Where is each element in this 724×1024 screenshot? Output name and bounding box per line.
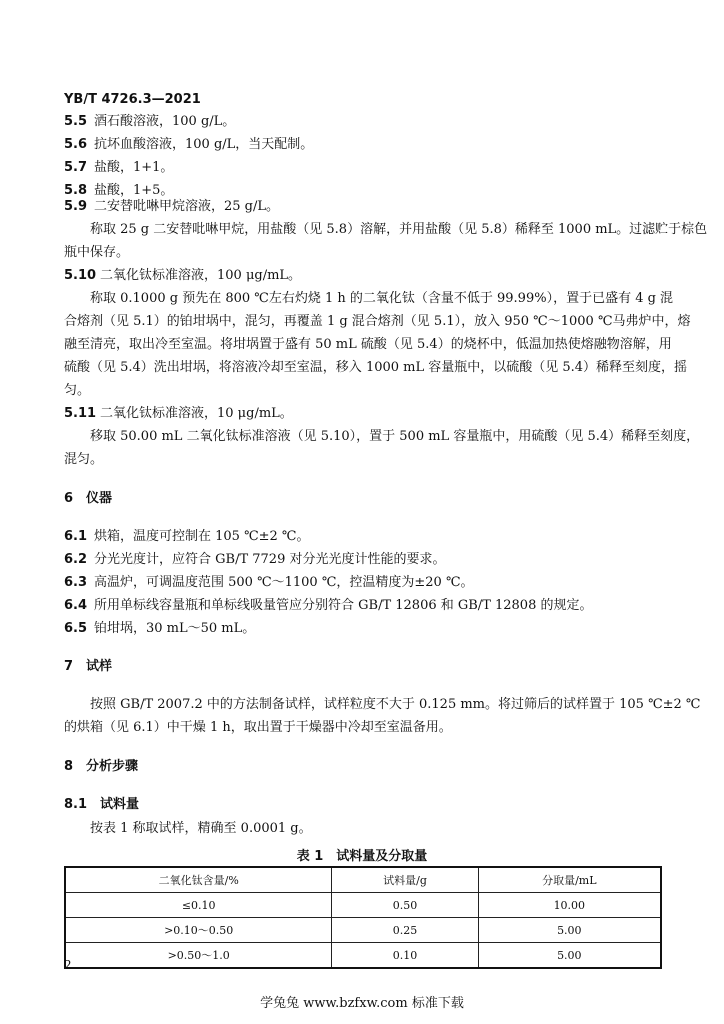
clause-number: 6.3 <box>64 575 88 590</box>
clause-5-10-line3: 融至清亮，取出冷至室温。将坩埚置于盛有 50 mL 硫酸（见 5.4）的烧杯中，低温加热使熔融物溶解，用 <box>64 337 672 352</box>
clause-number: 6.2 <box>64 552 88 567</box>
clause-text: 高温炉，可调温度范围 500 ℃～1100 ℃，控温精度为±20 ℃。 <box>94 575 474 590</box>
table-cell: 5.00 <box>478 918 661 943</box>
clause-6-4 <box>64 597 592 614</box>
clause-text: 铂坩埚，30 mL～50 mL。 <box>94 621 256 636</box>
clause-5-7 <box>64 159 173 176</box>
table-cell: >0.10～0.50 <box>65 918 332 943</box>
sample-table <box>64 866 662 969</box>
table-header-cell: 分取量/mL <box>478 867 661 893</box>
clause-text: 二安替吡啉甲烷溶液，25 g/L。 <box>94 199 280 214</box>
clause-text: 盐酸，1+1。 <box>94 160 174 175</box>
watermark-footer: 学兔兔 www.bzfxw.com 标准下载 <box>260 996 464 1011</box>
clause-number: 5.8 <box>64 183 88 198</box>
clause-5-10-line1: 称取 0.1000 g 预先在 800 ℃左右灼烧 1 h 的二氧化钛（含量不低于 99.99%），置于已盛有 4 g 混 <box>90 291 674 306</box>
clause-number: 6.5 <box>64 621 88 636</box>
table-cell: ≤0.10 <box>65 893 332 918</box>
clause-5-9-body-line2: 瓶中保存。 <box>64 245 130 260</box>
table-row <box>65 918 661 943</box>
table-cell: 5.00 <box>478 943 661 969</box>
clause-text: 烘箱，温度可控制在 105 ℃±2 ℃。 <box>94 529 310 544</box>
clause-text: 盐酸，1+5。 <box>94 183 174 198</box>
clause-5-5 <box>64 113 235 130</box>
table-title: 表 1 试料量及分取量 <box>296 849 428 864</box>
table-cell: >0.50～1.0 <box>65 943 332 969</box>
section-7-heading: 7 试样 <box>64 659 113 674</box>
clause-5-10-line5: 匀。 <box>64 383 91 398</box>
clause-8-1-heading: 8.1 试料量 <box>64 797 140 812</box>
section-7-line1: 按照 GB/T 2007.2 中的方法制备试样，试样粒度不大于 0.125 mm。将过筛后的试样置于 105 ℃±2 ℃ <box>90 697 701 712</box>
table-cell: 0.10 <box>332 943 478 969</box>
clause-5-10 <box>64 267 301 284</box>
table-cell: 0.50 <box>332 893 478 918</box>
table-row <box>65 943 661 969</box>
clause-number: 5.11 <box>64 406 97 421</box>
section-8-heading: 8 分析步骤 <box>64 759 139 774</box>
clause-number: 5.9 <box>64 199 88 214</box>
clause-5-11-line1: 移取 50.00 mL 二氧化钛标准溶液（见 5.10），置于 500 mL 容量瓶中，用硫酸（见 5.4）稀释至刻度， <box>90 429 700 444</box>
table-cell: 10.00 <box>478 893 661 918</box>
clause-6-5 <box>64 620 255 637</box>
clause-number: 5.6 <box>64 137 88 152</box>
clause-5-11 <box>64 405 293 422</box>
table-row <box>65 893 661 918</box>
clause-text: 抗坏血酸溶液，100 g/L，当天配制。 <box>94 137 314 152</box>
clause-number: 5.5 <box>64 114 88 129</box>
page-number: 2 <box>64 958 72 972</box>
section-7-line2: 的烘箱（见 6.1）中干燥 1 h，取出置于干燥器中冷却至室温备用。 <box>64 720 452 735</box>
clause-5-8 <box>64 182 173 199</box>
clause-text: 酒石酸溶液，100 g/L。 <box>94 114 236 129</box>
clause-6-2 <box>64 551 445 568</box>
clause-title: 二氧化钛标准溶液，100 μg/mL。 <box>100 268 302 283</box>
clause-number: 6.1 <box>64 529 88 544</box>
clause-6-1 <box>64 528 309 545</box>
table-header-cell: 二氧化钛含量/% <box>65 867 332 893</box>
clause-number: 5.10 <box>64 268 97 283</box>
document-code: YB/T 4726.3—2021 <box>64 92 201 107</box>
clause-5-9-body-line1: 称取 25 g 二安替吡啉甲烷，用盐酸（见 5.8）溶解，并用盐酸（见 5.8）稀释至 1000 mL。过滤贮于棕色 <box>90 222 708 237</box>
clause-5-9 <box>64 198 279 215</box>
clause-8-1-text: 按表 1 称取试样，精确至 0.0001 g。 <box>90 821 312 836</box>
table-header-cell: 试料量/g <box>332 867 478 893</box>
clause-5-6 <box>64 136 313 153</box>
clause-title: 二氧化钛标准溶液，10 μg/mL。 <box>100 406 293 421</box>
clause-5-10-line4: 硫酸（见 5.4）洗出坩埚，将溶液冷却至室温，移入 1000 mL 容量瓶中，以硫酸（见 5.4）稀释至刻度，摇 <box>64 360 688 375</box>
clause-text: 所用单标线容量瓶和单标线吸量管应分别符合 GB/T 12806 和 GB/T 12808 的规定。 <box>94 598 593 613</box>
clause-text: 分光光度计，应符合 GB/T 7729 对分光光度计性能的要求。 <box>94 552 446 567</box>
table-cell: 0.25 <box>332 918 478 943</box>
clause-number: 5.7 <box>64 160 88 175</box>
clause-number: 6.4 <box>64 598 88 613</box>
clause-5-11-line2: 混匀。 <box>64 452 104 467</box>
clause-6-3 <box>64 574 474 591</box>
table-header-row <box>65 867 661 893</box>
section-6-heading: 6 仪器 <box>64 491 113 506</box>
clause-5-10-line2: 合熔剂（见 5.1）的铂坩埚中，混匀，再覆盖 1 g 混合熔剂（见 5.1），放入 950 ℃～1000 ℃马弗炉中，熔 <box>64 314 691 329</box>
